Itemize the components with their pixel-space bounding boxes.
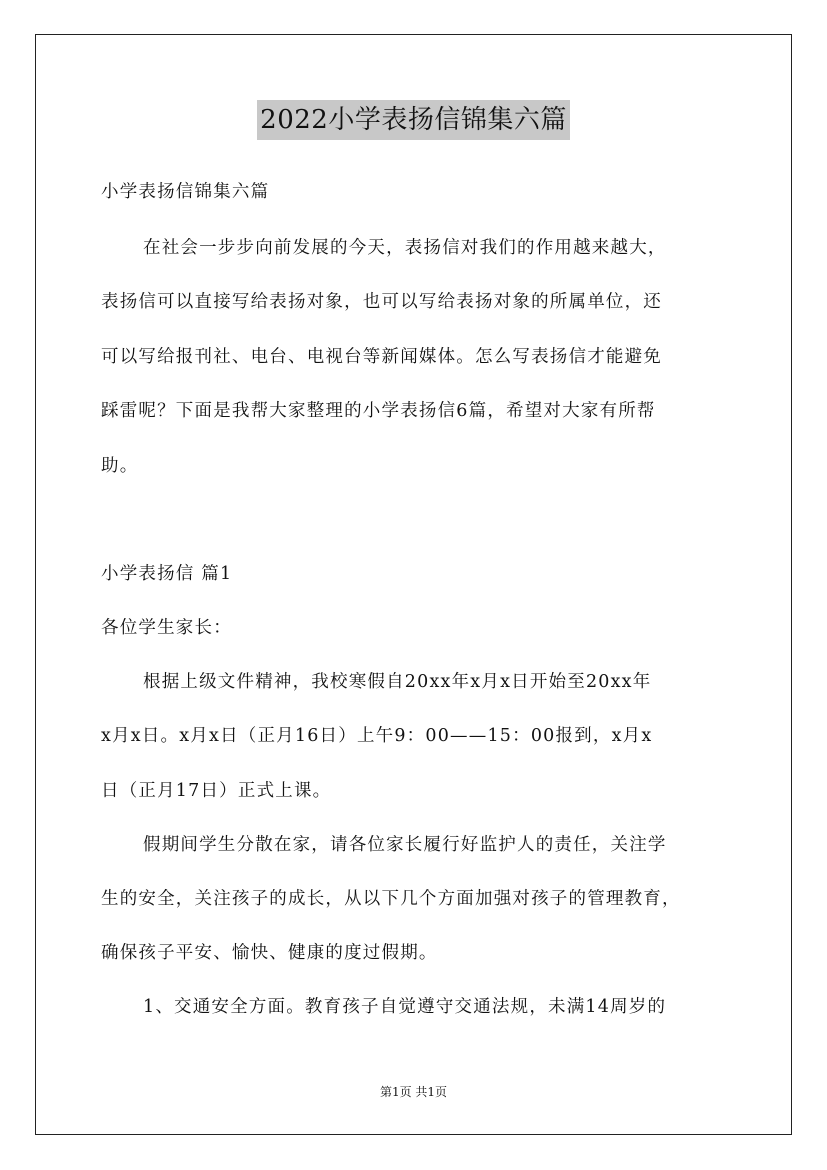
intro-line-2: 表扬信可以直接写给表扬对象，也可以写给表扬对象的所属单位，还 xyxy=(101,292,662,312)
page-title: 2022小学表扬信锦集六篇 xyxy=(257,100,570,140)
intro-line-3: 可以写给报刊社、电台、电视台等新闻媒体。怎么写表扬信才能避免 xyxy=(101,347,662,367)
page-footer: 第1页 共1页 xyxy=(379,1085,448,1099)
section-heading: 小学表扬信 篇1 xyxy=(101,564,233,584)
paragraph2-line-1: 假期间学生分散在家，请各位家长履行好监护人的责任，关注学 xyxy=(143,835,667,855)
paragraph2-line-3: 确保孩子平安、愉快、健康的度过假期。 xyxy=(101,943,438,963)
paragraph2-line-2: 生的安全，关注孩子的成长，从以下几个方面加强对孩子的管理教育， xyxy=(101,889,681,909)
subtitle: 小学表扬信锦集六篇 xyxy=(101,182,270,202)
salutation: 各位学生家长： xyxy=(101,618,232,638)
intro-line-5: 助。 xyxy=(101,456,139,476)
paragraph1-line-2: x月x日。x月x日（正月16日）上午9：00——15：00报到，x月x xyxy=(101,726,653,746)
title-container xyxy=(0,100,827,140)
paragraph1-line-1: 根据上级文件精神，我校寒假自20xx年x月x日开始至20xx年 xyxy=(143,672,652,692)
intro-line-1: 在社会一步步向前发展的今天，表扬信对我们的作用越来越大， xyxy=(143,238,667,258)
paragraph3-line-1: 1、交通安全方面。教育孩子自觉遵守交通法规，未满14周岁的 xyxy=(143,997,667,1017)
intro-line-4: 踩雷呢？下面是我帮大家整理的小学表扬信6篇，希望对大家有所帮 xyxy=(101,401,656,421)
paragraph1-line-3: 日（正月17日）正式上课。 xyxy=(101,781,332,801)
